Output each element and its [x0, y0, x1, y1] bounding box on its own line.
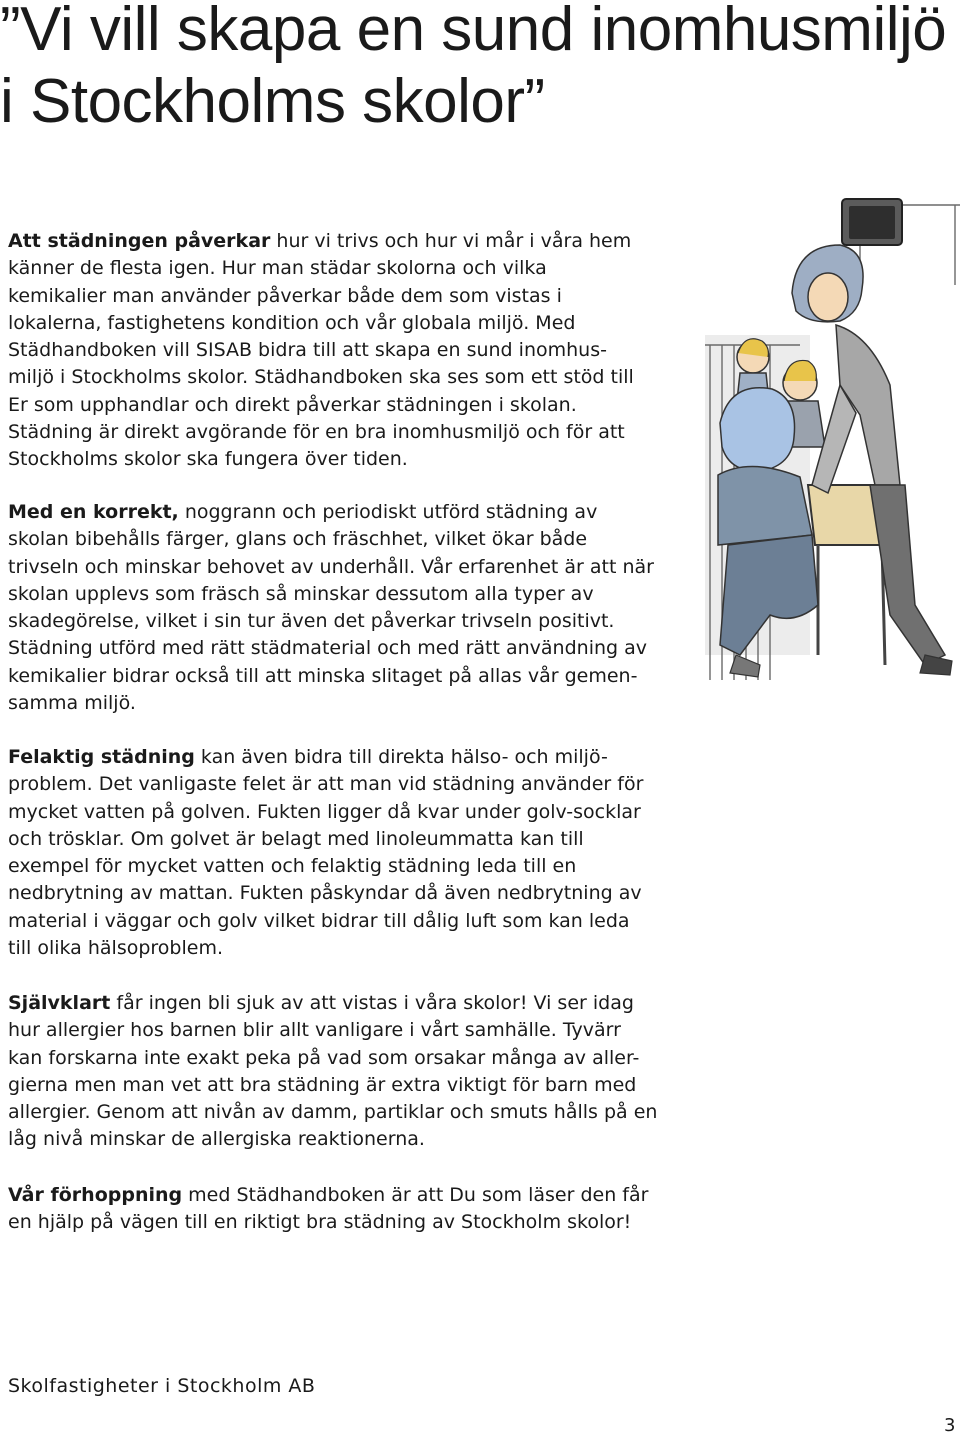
- paragraph-3: [8, 744, 658, 962]
- paragraph-4-text: får ingen bli sjuk av att vistas i våra skolor! Vi ser idag hur allergier hos barnen blir allt vanligare i vårt samhälle. Tyvärr kan forskarna inte exakt peka på vad som orsakar många av aller-gierna men man vet att bra städning är extra viktigt för barn med allergier. Genom att nivån av damm, partiklar och smuts hålls på en låg nivå minskar de allergiska reaktionerna.: [8, 992, 658, 1151]
- paragraph-5-lead: Vår förhoppning: [8, 1184, 183, 1206]
- paragraph-2-lead: Med en korrekt,: [8, 501, 179, 523]
- paragraph-1-lead: Att städningen påverkar: [8, 230, 271, 252]
- paragraph-1-text: hur vi trivs och hur vi mår i våra hem känner de flesta igen. Hur man städar skolorna och vilka kemikalier man använder påverkar både dem som vistas i lokalerna, fastighetens kondition och vår globala miljö. Med Städhandboken vill SISAB bidra till att skapa en sund inomhus-miljö i Stockholms skolor. Städhandboken ska ses som ett stöd till Er som upphandlar och direkt påverkar städningen i skolan. Städning är direkt avgörande för en bra inomhusmiljö och för att Stockholms skolor ska fungera över tiden.: [8, 230, 634, 471]
- paragraph-3-lead: Felaktig städning: [8, 746, 195, 768]
- page-title: [0, 0, 960, 138]
- paragraph-4-lead: Självklart: [8, 992, 111, 1014]
- page-number: 3: [944, 1415, 956, 1436]
- title-line-1: ”Vi vill skapa en sund inomhusmiljö: [0, 0, 947, 64]
- title-line-2: i Stockholms skolor”: [0, 67, 545, 136]
- classroom-illustration: [700, 185, 960, 690]
- paragraph-5-text: med Städhandboken är att Du som läser den får en hjälp på vägen till en riktigt bra städning av Stockholm skolor!: [8, 1184, 649, 1234]
- paragraph-5: [8, 1182, 658, 1237]
- paragraph-1: [8, 228, 648, 474]
- footer-organization: Skolfastigheter i Stockholm AB: [8, 1375, 316, 1397]
- paragraph-2-text: noggrann och periodiskt utförd städning av skolan bibehålls färger, glans och fräschhet, vilket ökar både trivseln och minskar behovet av underhåll. Vår erfarenhet är att när skolan upplevs som fräsch så minskar dessutom alla typer av skadegörelse, vilket i sin tur även det påverkar trivseln positivt. Städning utförd med rätt städmaterial och med rätt användning av kemikalier bidrar också till att minska slitaget på allas vår gemen-samma miljö.: [8, 501, 654, 715]
- paragraph-3-text: kan även bidra till direkta hälso- och miljö-problem. Det vanligaste felet är att man vid städning använder för mycket vatten på golven. Fukten ligger då kvar under golv-socklar och trösklar. Om golvet är belagt med linoleummatta kan till exempel för mycket vatten och felaktig städning leda till en nedbrytning av mattan. Fukten påskyndar då även nedbrytning av material i väggar och golv vilket bidrar till dålig luft som kan leda till olika hälsoproblem.: [8, 746, 644, 960]
- paragraph-4: [8, 990, 658, 1154]
- paragraph-2: [8, 499, 658, 717]
